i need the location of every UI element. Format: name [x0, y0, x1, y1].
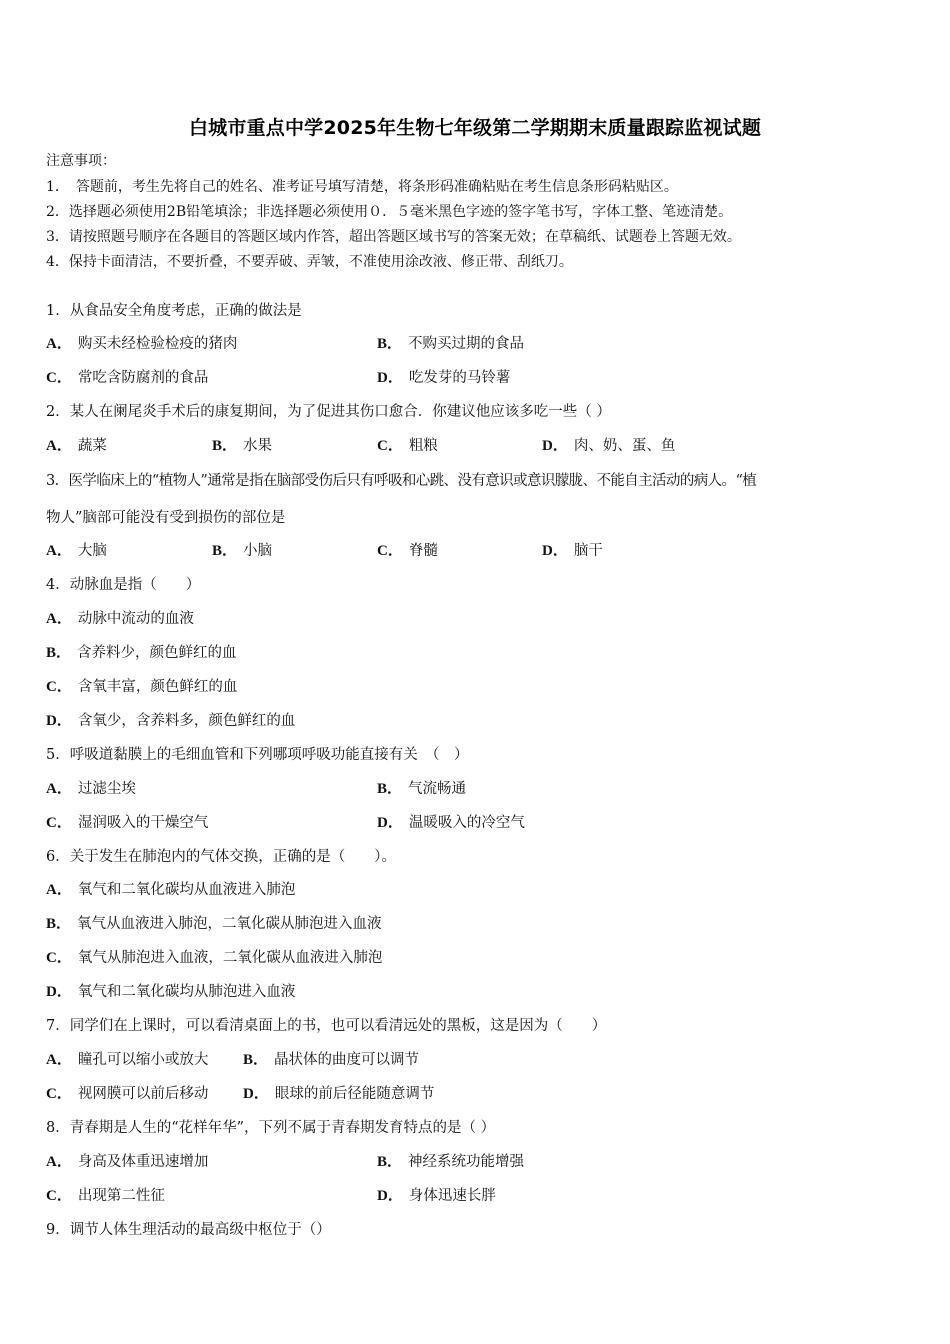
- option-label: D．: [542, 438, 568, 454]
- option-label: D．: [377, 815, 403, 831]
- notes-heading: 注意事项：: [46, 153, 116, 169]
- option-text: 含养料少，颜色鲜红的血: [77, 645, 237, 661]
- option-text: 身高及体重迅速增加: [77, 1154, 209, 1170]
- option-label: C．: [46, 679, 72, 695]
- option-label: C．: [46, 815, 72, 831]
- option-text: 含氧少，含养料多，颜色鲜红的血: [77, 713, 296, 729]
- option-text: 氧气和二氧化碳均从血液进入肺泡: [77, 882, 296, 898]
- option-c: [46, 948, 382, 968]
- option-text: 瞳孔可以缩小或放大: [77, 1052, 209, 1068]
- option-text: 购买未经检验检疫的猪肉: [77, 336, 238, 352]
- option-label: B．: [377, 336, 403, 352]
- option-label: A．: [46, 611, 72, 627]
- option-label: A．: [46, 781, 72, 797]
- option-d: [377, 368, 510, 388]
- note-item: 3．请按照题号顺序在各题目的答题区域内作答，超出答题区域书写的答案无效；在草稿纸、试题卷上答题无效。: [46, 229, 741, 245]
- option-c: [46, 1084, 208, 1104]
- option-label: A．: [46, 882, 72, 898]
- option-label: C．: [46, 1086, 72, 1102]
- option-label: B．: [46, 645, 72, 661]
- option-label: B．: [377, 781, 403, 797]
- question-stem: 9．调节人体生理活动的最高级中枢位于（）: [46, 1222, 331, 1238]
- option-label: D．: [377, 1188, 403, 1204]
- option-text: 水果: [243, 438, 273, 454]
- option-c: [46, 813, 208, 833]
- option-a: [46, 1152, 208, 1172]
- option-text: 视网膜可以前后移动: [77, 1086, 209, 1102]
- option-label: A．: [46, 438, 72, 454]
- option-d: [377, 1186, 496, 1206]
- option-c: [46, 368, 208, 388]
- question-stem-cont: 物人”脑部可能没有受到损伤的部位是: [46, 510, 286, 526]
- option-label: B．: [243, 1052, 269, 1068]
- option-text: 出现第二性征: [77, 1188, 165, 1204]
- question-stem: 3．医学临床上的“植物人”通常是指在脑部受伤后只有呼吸和心跳、没有意识或意识朦胧、不能自主活动的病人。“植: [46, 473, 757, 489]
- option-text: 氧气从血液进入肺泡，二氧化碳从肺泡进入血液: [77, 916, 382, 932]
- option-label: D．: [46, 984, 72, 1000]
- option-text: 含氧丰富，颜色鲜红的血: [77, 679, 238, 695]
- question-stem: 4．动脉血是指（ ）: [46, 577, 201, 593]
- option-label: D．: [377, 370, 403, 386]
- option-text: 氧气从肺泡进入血液，二氧化碳从血液进入肺泡: [77, 950, 383, 966]
- question-stem: 8．青春期是人生的“花样年华”，下列不属于青春期发育特点的是（ ）: [46, 1120, 496, 1136]
- option-label: D．: [542, 543, 568, 559]
- option-text: 温暖吸入的冷空气: [408, 815, 525, 831]
- option-text: 眼球的前后径能随意调节: [274, 1086, 435, 1102]
- option-label: B．: [212, 438, 238, 454]
- option-label: A．: [46, 1154, 72, 1170]
- option-label: B．: [377, 1154, 403, 1170]
- option-a: [46, 880, 295, 900]
- option-c: [377, 541, 438, 561]
- option-label: A．: [46, 1052, 72, 1068]
- option-label: A．: [46, 543, 72, 559]
- option-c: [377, 436, 438, 456]
- option-b: [212, 436, 272, 456]
- question-stem: 2．某人在阑尾炎手术后的康复期间，为了促进其伤口愈合．你建议他应该多吃一些（ ）: [46, 404, 611, 420]
- option-b: [46, 914, 382, 934]
- question-stem: 5．呼吸道黏膜上的毛细血管和下列哪项呼吸功能直接有关 （ ）: [46, 747, 469, 763]
- option-text: 大脑: [77, 543, 107, 559]
- option-label: C．: [46, 1188, 72, 1204]
- option-text: 动脉中流动的血液: [77, 611, 194, 627]
- note-item: 1． 答题前，考生先将自己的姓名、准考证号填写清楚，将条形码准确粘贴在考生信息条形码粘贴区。: [46, 179, 678, 195]
- question-stem: 6．关于发生在肺泡内的气体交换，正确的是（ ）。: [46, 849, 396, 865]
- option-a: [46, 1050, 208, 1070]
- option-label: B．: [212, 543, 238, 559]
- page-title: 白城市重点中学2025年生物七年级第二学期期末质量跟踪监视试题: [188, 117, 762, 139]
- option-text: 粗粮: [408, 438, 438, 454]
- option-text: 气流畅通: [408, 781, 467, 797]
- question-stem: 1．从食品安全角度考虑，正确的做法是: [46, 303, 302, 319]
- option-d: [46, 982, 295, 1002]
- option-d: [542, 436, 675, 456]
- option-text: 不购买过期的食品: [408, 336, 525, 352]
- option-label: B．: [46, 916, 72, 932]
- option-d: [377, 813, 525, 833]
- option-text: 常吃含防腐剂的食品: [77, 370, 209, 386]
- option-d: [243, 1084, 434, 1104]
- option-b: [243, 1050, 419, 1070]
- option-label: A．: [46, 336, 72, 352]
- option-text: 肉、奶、蛋、鱼: [573, 438, 676, 454]
- option-c: [46, 1186, 165, 1206]
- option-d: [542, 541, 603, 561]
- option-text: 脊髓: [408, 543, 438, 559]
- option-b: [377, 334, 524, 354]
- option-b: [377, 1152, 524, 1172]
- option-text: 吃发芽的马铃薯: [408, 370, 511, 386]
- option-text: 身体迅速长胖: [408, 1188, 496, 1204]
- option-b: [212, 541, 272, 561]
- option-label: C．: [377, 438, 403, 454]
- option-b: [377, 779, 466, 799]
- note-item: 2．选择题必须使用2B铅笔填涂；非选择题必须使用０．５毫米黑色字迹的签字笔书写，字体工整、笔迹清楚。: [46, 204, 733, 220]
- option-text: 神经系统功能增强: [408, 1154, 525, 1170]
- option-label: D．: [243, 1086, 269, 1102]
- option-label: C．: [46, 370, 72, 386]
- option-text: 湿润吸入的干燥空气: [77, 815, 209, 831]
- question-stem: 7．同学们在上课时，可以看清桌面上的书，也可以看清远处的黑板，这是因为（ ）: [46, 1018, 607, 1034]
- note-item: 4．保持卡面清洁，不要折叠，不要弄破、弄皱，不准使用涂改液、修正带、刮纸刀。: [46, 254, 573, 270]
- option-d: [46, 711, 295, 731]
- option-label: D．: [46, 713, 72, 729]
- option-text: 小脑: [243, 543, 273, 559]
- option-a: [46, 334, 237, 354]
- option-text: 蔬菜: [77, 438, 107, 454]
- option-text: 氧气和二氧化碳均从肺泡进入血液: [77, 984, 296, 1000]
- option-c: [46, 677, 237, 697]
- option-b: [46, 643, 237, 663]
- option-a: [46, 609, 194, 629]
- option-text: 晶状体的曲度可以调节: [274, 1052, 420, 1068]
- option-a: [46, 436, 107, 456]
- option-a: [46, 779, 136, 799]
- option-text: 脑干: [573, 543, 603, 559]
- option-text: 过滤尘埃: [77, 781, 136, 797]
- option-label: C．: [377, 543, 403, 559]
- option-a: [46, 541, 107, 561]
- option-label: C．: [46, 950, 72, 966]
